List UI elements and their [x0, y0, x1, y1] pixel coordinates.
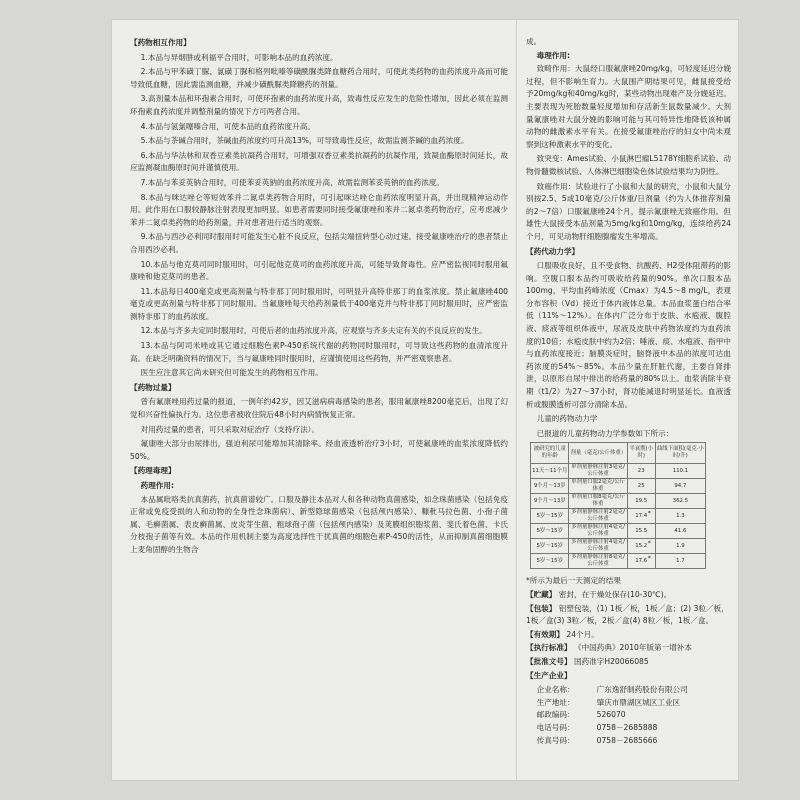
- pk-cell-auc: [655, 494, 705, 509]
- pk-cell-age: [531, 479, 569, 494]
- interaction-item: 6.本品与华法林和双香豆素类抗凝药合用时，可增强双香豆素类抗凝药的抗凝作用，致凝血酶原时间延长，故应监测凝血酶原时间并谨慎使用。: [130, 150, 508, 173]
- pk-cell-half-life-text: 25: [637, 482, 645, 489]
- interaction-item: 1.本品与异烟肼或利福平合用时，可影响本品的血药浓度。: [140, 52, 338, 62]
- interaction-item: 5.本品与茶碱合用时，茶碱血药浓度约可升高13%，可导致毒性反应，故需监测茶碱的血药浓度。: [140, 136, 469, 146]
- fold-line: [516, 20, 517, 780]
- manufacturer-field-label: 生产地址：: [536, 697, 575, 707]
- pk-cell-age: [531, 494, 569, 509]
- pk-table-row: [531, 464, 706, 479]
- pk-table-body: [531, 464, 706, 569]
- pk-cell-auc-text: 94.7: [674, 482, 687, 489]
- pk-cell-auc: [655, 464, 705, 479]
- pk-cell-half-life: [627, 464, 655, 479]
- pk-header-age: 被研究的儿童的年龄: [531, 443, 569, 464]
- pk-cell-dose: [569, 524, 627, 539]
- approval-label: 【批准文号】: [526, 656, 572, 666]
- pk-cell-age: [531, 464, 569, 479]
- pk-cell-dose: [569, 539, 627, 554]
- pk-table-row: [531, 509, 706, 524]
- pk-cell-dose: [569, 479, 627, 494]
- interaction-item: 12.本品与齐多夫定同时服用时，可使后者的血药浓度升高，应观察与齐多夫定有关的不良反应的发生。: [140, 326, 487, 336]
- pk-cell-half-life-text: 17.4: [635, 512, 648, 519]
- pharmacokinetics-heading: 【药代动力学】: [526, 246, 580, 256]
- manufacturer-field-value: 肇庆市鼎湖区城区工业区: [596, 697, 681, 707]
- pk-cell-auc: [655, 479, 705, 494]
- interaction-item: 2.本品与甲苯磺丁脲、氯磺丁脲和格列吡嗪等磺酰脲类降血糖药合用时，可使此类药物的血药浓度升高而可能导致低血糖，因此需监测血糖，并减少磺酰脲类降糖药的剂量。: [130, 67, 508, 89]
- interactions-heading: 【药物相互作用】: [130, 38, 191, 47]
- pk-table-row: [531, 494, 706, 509]
- manufacturer-field: [526, 735, 731, 748]
- interaction-item: 7.本品与苯妥英钠合用时，可使苯妥英钠的血药浓度升高，故需监测苯妥英钠的血药浓度。: [140, 177, 445, 187]
- manufacturer-field: [526, 697, 731, 710]
- storage-label: 【贮藏】: [526, 590, 557, 599]
- storage-value: 密封，在干燥处保存(10-30℃)。: [558, 590, 672, 599]
- pk-header-dose: 剂量（毫克/公斤体重）: [569, 443, 627, 464]
- pk-cell-dose-text: 多剂量静脉注射2毫克/公斤体重: [571, 509, 625, 523]
- pk-table-row: [531, 554, 706, 569]
- pk-cell-age: [531, 509, 569, 524]
- interaction-item: 9.本品与西沙必利同时服用时可能发生心脏不良反应，包括尖端扭转型心动过速。接受氟康唑治疗的患者禁止合用西沙必利。: [130, 232, 508, 254]
- manufacturer-field: [526, 684, 731, 697]
- toxicology-paragraph: 致畸作用：大鼠经口服氟康唑20mg/kg，可轻度延迟分娩过程，但不影响生育力。大鼠围产期结果可见，雌鼠接受给予20mg/kg和40mg/kg时，某些动物出现难产及分娩延迟。主要表现为死胎数量轻度增加和存活新生鼠数量减少。大剂量氟康唑对大鼠分娩的影响可能与其可特异性地降低该种属动物的雌激素水平有关。在接受氟康唑治疗的妇女中尚未观察到这种激素水平的变化。: [526, 64, 731, 149]
- validity-section: [526, 629, 731, 642]
- pk-header-half-life: 半衰期(小时): [627, 443, 655, 464]
- storage-section: [526, 589, 731, 602]
- interaction-item: 8.本品与咪达唑仑等短效苯并二氮卓类药物合用时，可引起咪达唑仑血药浓度明显升高，并出现精神运动作用。此作用在口服较静脉注射表现更加明显。如患者需要同时接受氟康唑和苯并二氮卓类药物治疗，应考虑减少苯并二氮卓类药物的给药剂量，并对患者进行适当的观察。: [130, 192, 508, 227]
- toxicology-paragraph: 致突变：Ames试验、小鼠淋巴瘤L5178Y细胞系试验、动物骨髓微核试验、人体淋巴细胞染色体试验结果均为阴性。: [526, 154, 731, 176]
- pk-footnote-marker: *: [647, 555, 651, 563]
- pk-cell-auc: [655, 524, 705, 539]
- pk-cell-auc-text: 1.7: [676, 557, 685, 564]
- interactions-list: [130, 52, 508, 380]
- pk-cell-half-life: [627, 494, 655, 509]
- pk-cell-age-text: 5岁～15岁: [536, 542, 563, 549]
- pk-cell-half-life-text: 15.5: [635, 527, 648, 534]
- pharmacology-heading: 【药理毒理】: [130, 466, 176, 476]
- pk-cell-dose-text: 多剂量静脉注射4毫克/公斤体重: [571, 539, 625, 553]
- pharmacokinetics-paragraph: 口服吸收良好，且不受食物、抗酸药、H2受体阻滞药的影响。空腹口服本品约可吸收给药量的90%。单次口服本品100mg，平均血药峰浓度（Cmax）为4.5～8 mg/L，表观分布容积（Vd）接近于体内液体总量。本品血浆蛋白结合率低（11%～12%）。在体内广泛分布于皮肤、水疱液、腹腔液、痰液等组织体液中，尿液及皮肤中药物浓度约为血药浓度的10倍；水疱皮肤中约为2倍；唾液、痰、水疱液、指甲中与血药浓度接近；脑膜炎症时，脑脊液中本品的浓度可达血药浓度的54%～85%。本品少量在肝脏代谢，主要自肾排泄，以原形自尿中排出的给药量的80%以上。血浆消除半衰期（t1/2）为27～37小时，肾功能减退时明显延长。血液透析或腹膜透析可部分清除本品。: [526, 261, 731, 409]
- pk-cell-age: [531, 524, 569, 539]
- pk-cell-age-text: 5岁～15岁: [536, 512, 563, 519]
- interaction-item: 3.高剂量本品和环孢素合用时，可使环孢素的血药浓度升高，致毒性反应发生的危险性增加，因此必须在监测环孢素血药浓度并调整剂量的情况下方可两者合用。: [130, 94, 508, 116]
- pk-table-header-row: [531, 443, 706, 464]
- standard-value: 《中国药典》2010年版第一增补本: [573, 643, 693, 653]
- children-pk-title: 儿童的药物动力学: [536, 414, 598, 424]
- overdose-heading: 【药物过量】: [130, 382, 176, 392]
- pk-cell-age-text: 11天～11个月: [532, 467, 568, 474]
- pk-table: [530, 442, 706, 569]
- pk-cell-auc-text: 1.9: [676, 542, 685, 549]
- pk-table-row: [531, 479, 706, 494]
- pk-cell-half-life-text: 17.6: [635, 557, 648, 564]
- manufacturer-fields: [526, 684, 731, 747]
- pk-cell-age-text: 5岁～15岁: [536, 527, 563, 534]
- pk-cell-auc-text: 1.3: [676, 512, 685, 519]
- packaging-value: 铝塑包装，(1) 1板／板，1板／盒；(2) 3粒／板，1板／盒(3) 3粒／板，2板／盒(4) 8粒／板，1板／盒。: [526, 603, 729, 626]
- pk-cell-dose: [569, 494, 627, 509]
- approval-value: 国药准字H20066085: [573, 656, 649, 666]
- overdose-paragraph: 氟康唑大部分由尿排出，强迫利尿可能增加其清除率。经血液透析治疗3小时，可使氟康唑的血浆浓度降低约50%。: [130, 439, 508, 461]
- pk-cell-half-life: [627, 539, 655, 554]
- pk-cell-half-life: [627, 479, 655, 494]
- manufacturer-field: [526, 722, 731, 735]
- overdose-paragraph: 曾有氟康唑用药过量的报道，一例年约42岁，因艾滋病病毒感染的患者，服用氟康唑8200毫克后，出现了幻觉和兴奋性偏执行为。这位患者被收住院后48小时内病情恢复正常。: [130, 397, 508, 420]
- pk-cell-age-text: 5岁～15岁: [536, 557, 563, 564]
- pk-cell-dose: [569, 554, 627, 569]
- pk-cell-half-life-text: 23: [637, 467, 645, 474]
- pk-table-row: [531, 524, 706, 539]
- packaging-section: [526, 603, 731, 628]
- pharmacology-paragraph: 本品属吡咯类抗真菌药，抗真菌谱较广。口服及静注本品对人和各种动物真菌感染，如念珠菌感染（包括免疫正常或免疫受损的人和动物的全身性念珠菌病）、新型隐球菌感染（包括颅内感染）、糠秕马拉色菌、小孢子菌属、毛癣菌属、表皮癣菌属、皮炎芽生菌、粗球孢子菌（包括颅内感染）及荚膜组织胞浆菌、斐氏着色菌、卡氏分枝孢子菌等有效。本品的作用机制主要为高度选择性干扰真菌的细胞色素P-450的活性，从而抑制真菌细胞膜上麦角固醇的生物合: [130, 494, 508, 554]
- manufacturer-heading: 【生产企业】: [526, 670, 572, 680]
- pk-cell-auc-text: 110.1: [672, 467, 689, 474]
- pk-cell-half-life: [627, 524, 655, 539]
- pk-cell-dose-text: 单剂量口服8毫克/公斤体重: [571, 494, 625, 508]
- manufacturer-field-label: 传真号码：: [536, 735, 575, 745]
- pk-cell-auc: [655, 539, 705, 554]
- pk-cell-half-life-text: 15.2: [635, 542, 648, 549]
- pk-cell-dose-text: 多剂量静脉注射4毫克/公斤体重: [571, 524, 625, 538]
- interaction-item: 医生应注意其它尚未研究但可能发生的药物相互作用。: [140, 368, 323, 378]
- pk-cell-auc: [655, 554, 705, 569]
- pk-cell-dose: [569, 509, 627, 524]
- pk-header-auc: 曲线下面积(毫克·小时/升): [655, 443, 705, 464]
- pk-cell-age-text: 9个月～13岁: [533, 482, 566, 489]
- pk-cell-dose: [569, 464, 627, 479]
- children-pk-intro: 已报道的儿童药物动力学参数如下所示：: [536, 428, 674, 438]
- standard-section: [526, 642, 731, 655]
- overdose-paragraph: 对用药过量的患者，可只采取对症治疗（支持疗法）。: [140, 424, 320, 434]
- interaction-item: 13.本品与阿司米唑或其它通过细胞色素P-450系统代谢的药物同时服用时，可导致这些药物的血清浓度升高。在缺乏明确资料的情况下，当与氟康唑同时服用时，应谨慎使用这些药物，并严密观察患者。: [130, 341, 508, 363]
- package-insert-sheet: [112, 20, 738, 780]
- standard-label: 【执行标准】: [526, 643, 572, 653]
- pk-cell-half-life: [627, 509, 655, 524]
- toxicology-subheading: 毒理作用:: [536, 50, 571, 60]
- pk-footnote-marker: *: [647, 510, 651, 518]
- pk-cell-half-life-text: 19.5: [635, 497, 648, 504]
- continued-text: 成。: [526, 37, 542, 46]
- pk-cell-age: [531, 554, 569, 569]
- packaging-label: 【包装】: [526, 603, 557, 613]
- manufacturer-field-value: 0758－2685888: [596, 722, 658, 732]
- pk-cell-auc: [655, 509, 705, 524]
- validity-label: 【有效期】: [526, 629, 564, 639]
- manufacturer-field-value: 526070: [596, 710, 626, 720]
- manufacturer-field-label: 邮政编码：: [536, 710, 575, 720]
- pk-cell-age: [531, 539, 569, 554]
- right-column: [526, 36, 731, 747]
- interaction-item: 4.本品与氢氯噻嗪合用，可使本品的血药浓度升高。: [140, 121, 315, 131]
- manufacturer-field-value: 0758－2685666: [596, 735, 658, 745]
- manufacturer-field: [526, 709, 731, 722]
- left-column: [130, 36, 508, 559]
- manufacturer-field-label: 企业名称：: [536, 685, 575, 695]
- interaction-item: 10.本品与他克莫司同时服用时，可引起他克莫司的血药浓度升高，可能导致肾毒性。应严密监视同时服用氟康唑和他克莫司的患者。: [130, 259, 508, 282]
- pharmacology-subheading: 药理作用:: [140, 481, 175, 490]
- pk-cell-dose-text: 单剂量口服2毫克/公斤体重: [571, 479, 625, 493]
- pk-cell-age-text: 9个月～13岁: [533, 497, 566, 504]
- pk-table-footnote: *所示为最后一天测定的结果: [526, 576, 621, 586]
- pk-cell-dose-text: 多剂量静脉注射8毫克/公斤体重: [571, 554, 625, 568]
- validity-value: 24个月。: [566, 629, 599, 639]
- pk-cell-dose-text: 单剂量静脉注射3毫克/公斤体重: [571, 464, 625, 478]
- pk-footnote-marker: *: [647, 540, 651, 548]
- approval-section: [526, 656, 731, 669]
- manufacturer-field-value: 广东逸舒制药股份有限公司: [596, 685, 688, 695]
- pk-table-row: [531, 539, 706, 554]
- manufacturer-field-label: 电话号码：: [536, 722, 575, 732]
- interaction-item: 11.本品每日400毫克或更高剂量与特非那丁同时服用时，可明显升高特非那丁的血浆浓度。禁止氟康唑400毫克或更高剂量与特非那丁同时服用。当氟康唑每天给药剂量低于400毫克并与特非那丁同时服用时，应严密监测特非那丁的血药浓度。: [130, 286, 508, 321]
- pk-cell-auc-text: 362.5: [672, 497, 689, 504]
- toxicology-paragraph: 致癌作用：试验进行了小鼠和大鼠的研究，小鼠和大鼠分别按2.5、5或10毫克/公斤体重/日剂量（约为人体推荐剂量的2～7倍）口服氟康唑24个月，提示氟康唑无致癌作用。但雄性大鼠接受本品剂量为5mg/kg和10mg/kg，连续给药24个月，可见动物肝细胞腺瘤发生率增高。: [526, 181, 731, 241]
- pk-cell-half-life: [627, 554, 655, 569]
- pk-cell-auc-text: 41.6: [674, 527, 687, 534]
